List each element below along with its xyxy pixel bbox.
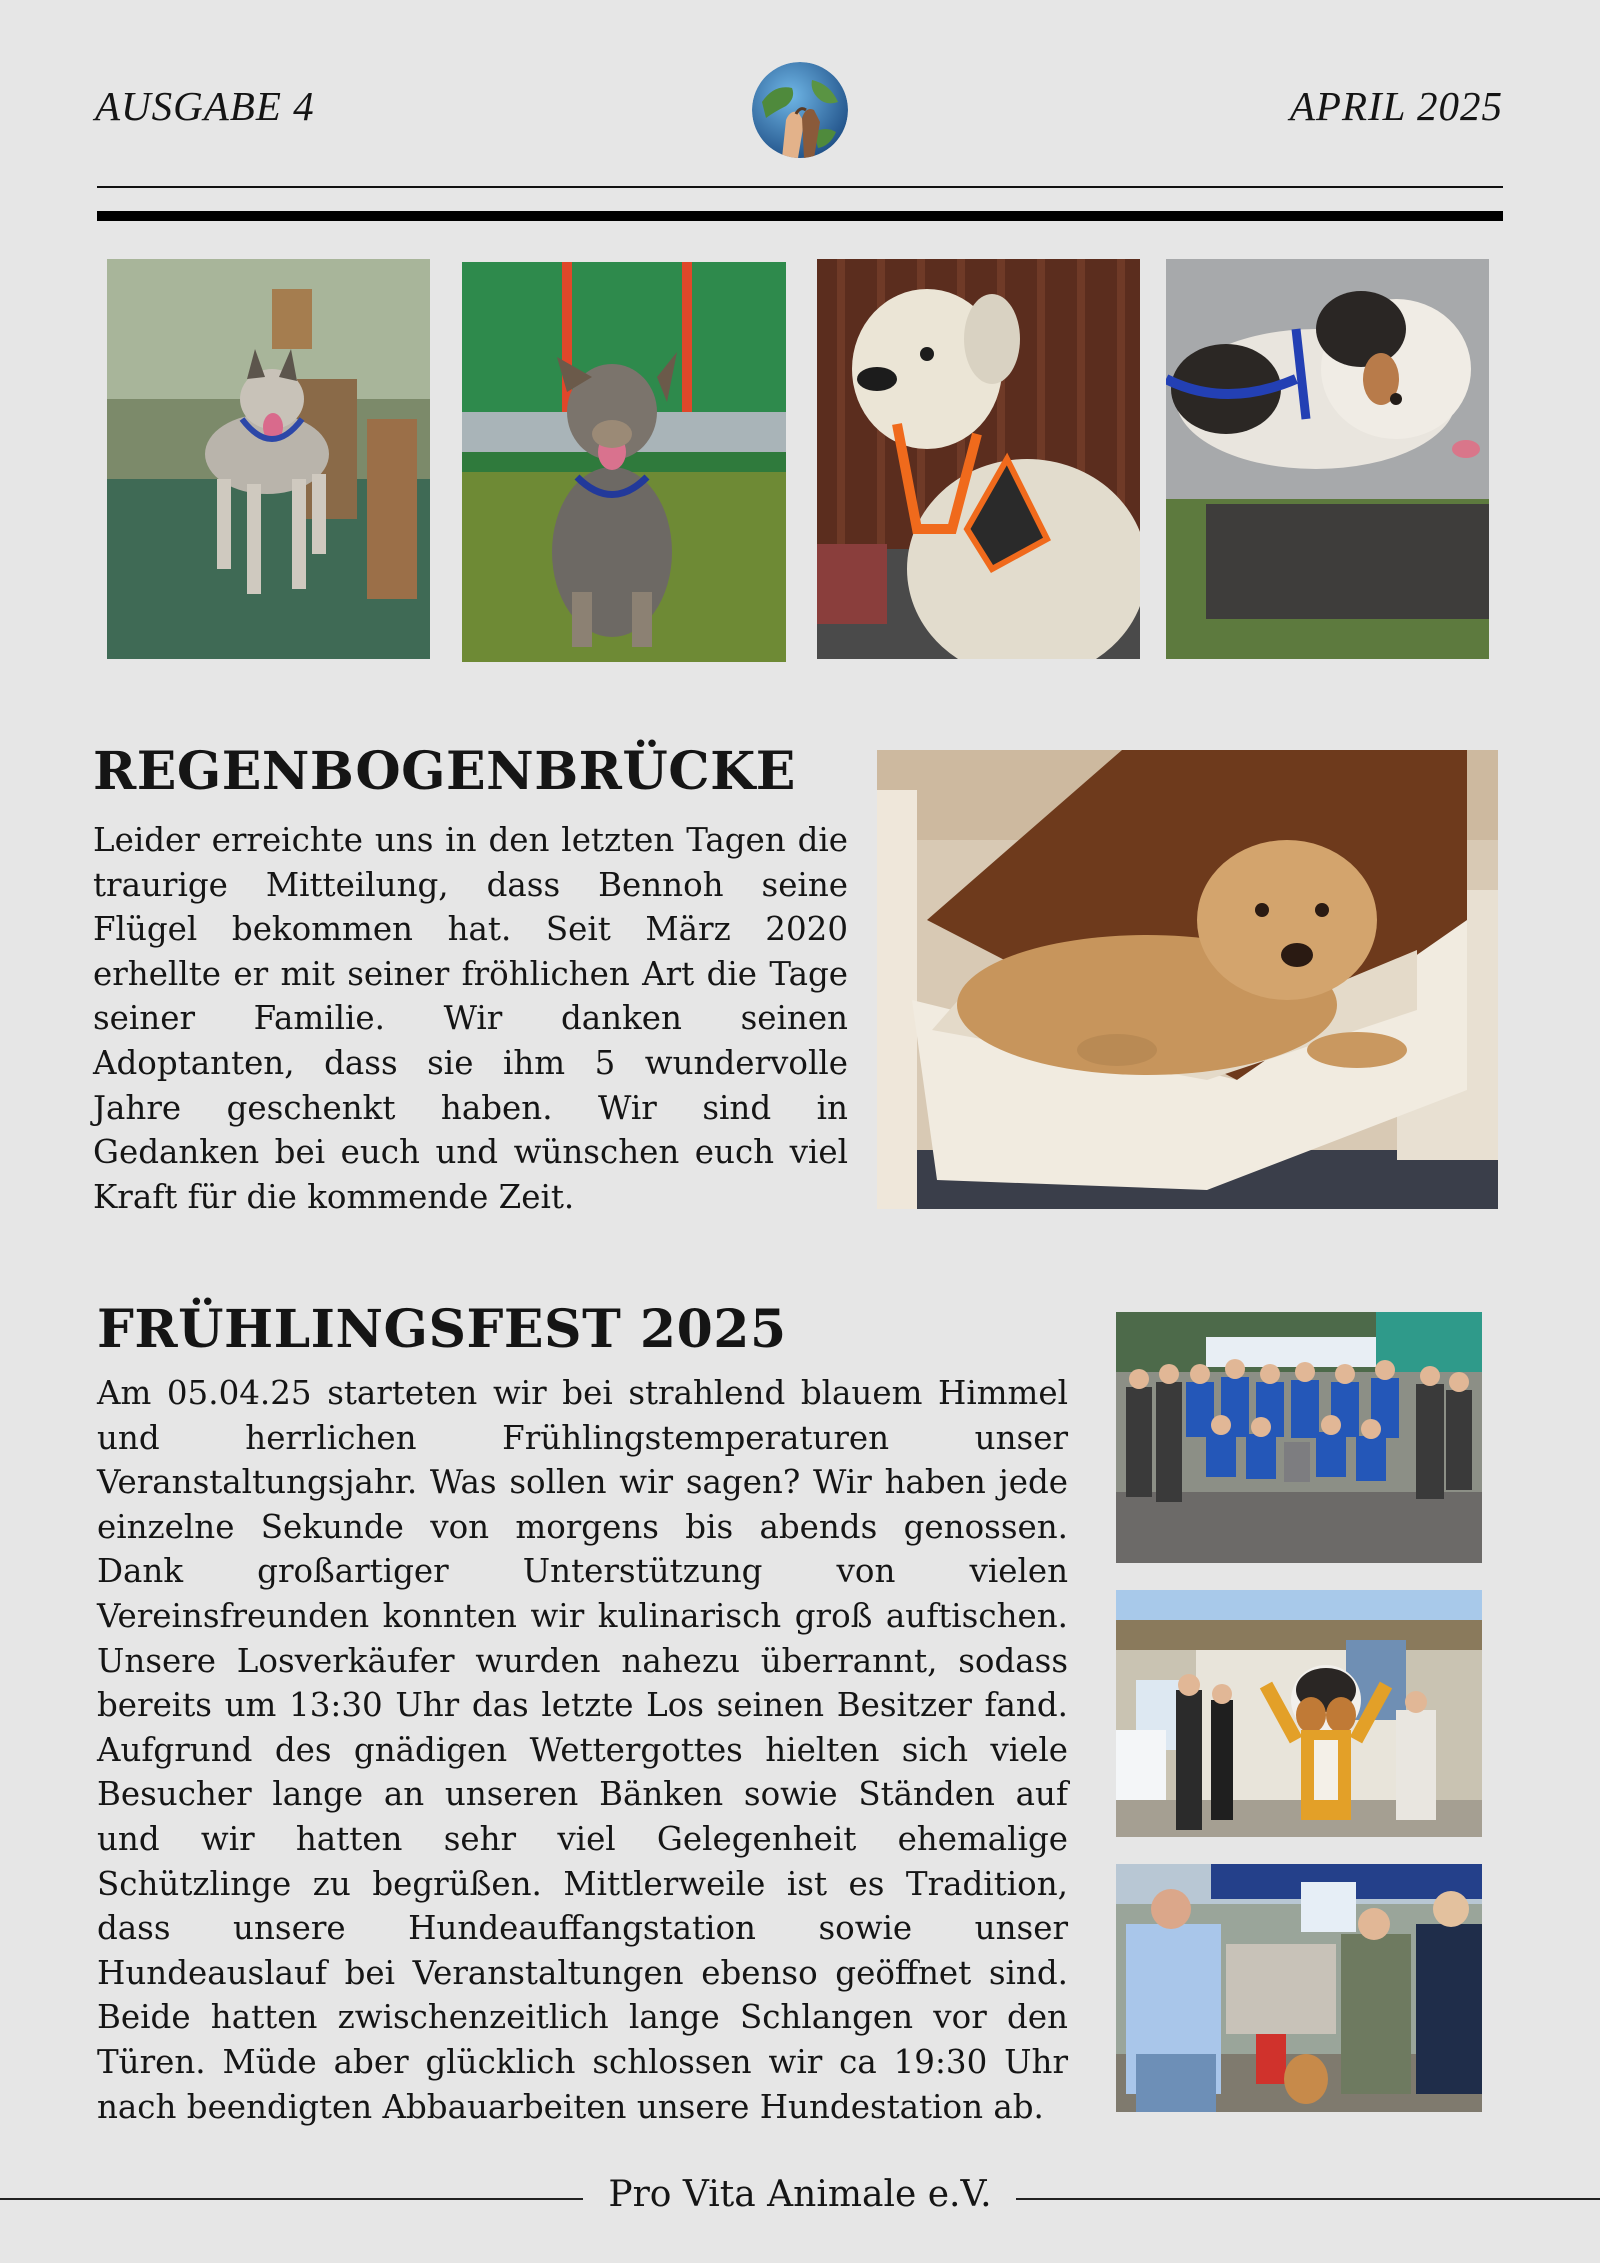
- header-rule-thick: [97, 211, 1503, 221]
- article-title-regenbogenbruecke: REGENBOGENBRÜCKE: [93, 741, 796, 802]
- globe-hands-icon: [752, 62, 848, 158]
- dog-photo-lying: [1166, 259, 1489, 659]
- header-rule-thin: [97, 186, 1503, 188]
- dog-photo-white-harness: [817, 259, 1140, 659]
- crowd-photo: [1116, 1864, 1482, 2112]
- article-title-fruehlingsfest: FRÜHLINGSFEST 2025: [97, 1299, 787, 1360]
- dog-photo-merle-sitting: [462, 262, 786, 662]
- footer-org-name: Pro Vita Animale e.V.: [608, 2174, 992, 2215]
- issue-date: APRIL 2025: [1289, 83, 1503, 129]
- article-body-fruehlingsfest: Am 05.04.25 starteten wir bei strahlend blauem Himmel und herrlichen Frühlingstemperaturen unser Veranstaltungsjahr. Was sollen wir sagen? Wir haben jede einzelne Sekunde von morgens bis abends genossen. Dank großartiger Unterstützung von vielen Vereinsfreunden konnten wir kulinarisch groß auftischen. Unsere Losverkäufer wurden nahezu überrannt, sodass bereits um 13:30 Uhr das letzte Los seinen Besitzer fand. Aufgrund des gnädigen Wettergottes hielten sich viele Besucher lange an unseren Bänken sowie Ständen auf und wir hatten sehr viel Gelegenheit ehemalige Schützlinge zu begrüßen. Mittlerweile ist es Tradition, dass unsere Hundeauffangstation sowie unser Hundeauslauf bei Veranstaltungen ebenso geöffnet sind. Beide hatten zwischenzeitlich lange Schlangen vor den Türen. Müde aber glücklich schlossen wir ca 19:30 Uhr nach beendigten Abbauarbeiten unsere Hundestation ab.: [97, 1374, 1068, 2126]
- group-photo: [1116, 1312, 1482, 1563]
- mascot-photo: [1116, 1590, 1482, 1837]
- issue-label: AUSGABE 4: [95, 83, 315, 129]
- dog-bed-photo: [877, 750, 1498, 1209]
- article-body-regenbogenbruecke: Leider erreichte uns in den letzten Tagen die traurige Mitteilung, dass Bennoh seine Flügel bekommen hat. Seit März 2020 erhellte er mit seiner fröhlichen Art die Tage seiner Familie. Wir danken seinen Adoptanten, dass sie ihm 5 wundervolle Jahre geschenkt haben. Wir sind in Gedanken bei euch und wünschen euch viel Kraft für die kommende Zeit.: [93, 821, 848, 1216]
- dog-photo-husky: [107, 259, 430, 659]
